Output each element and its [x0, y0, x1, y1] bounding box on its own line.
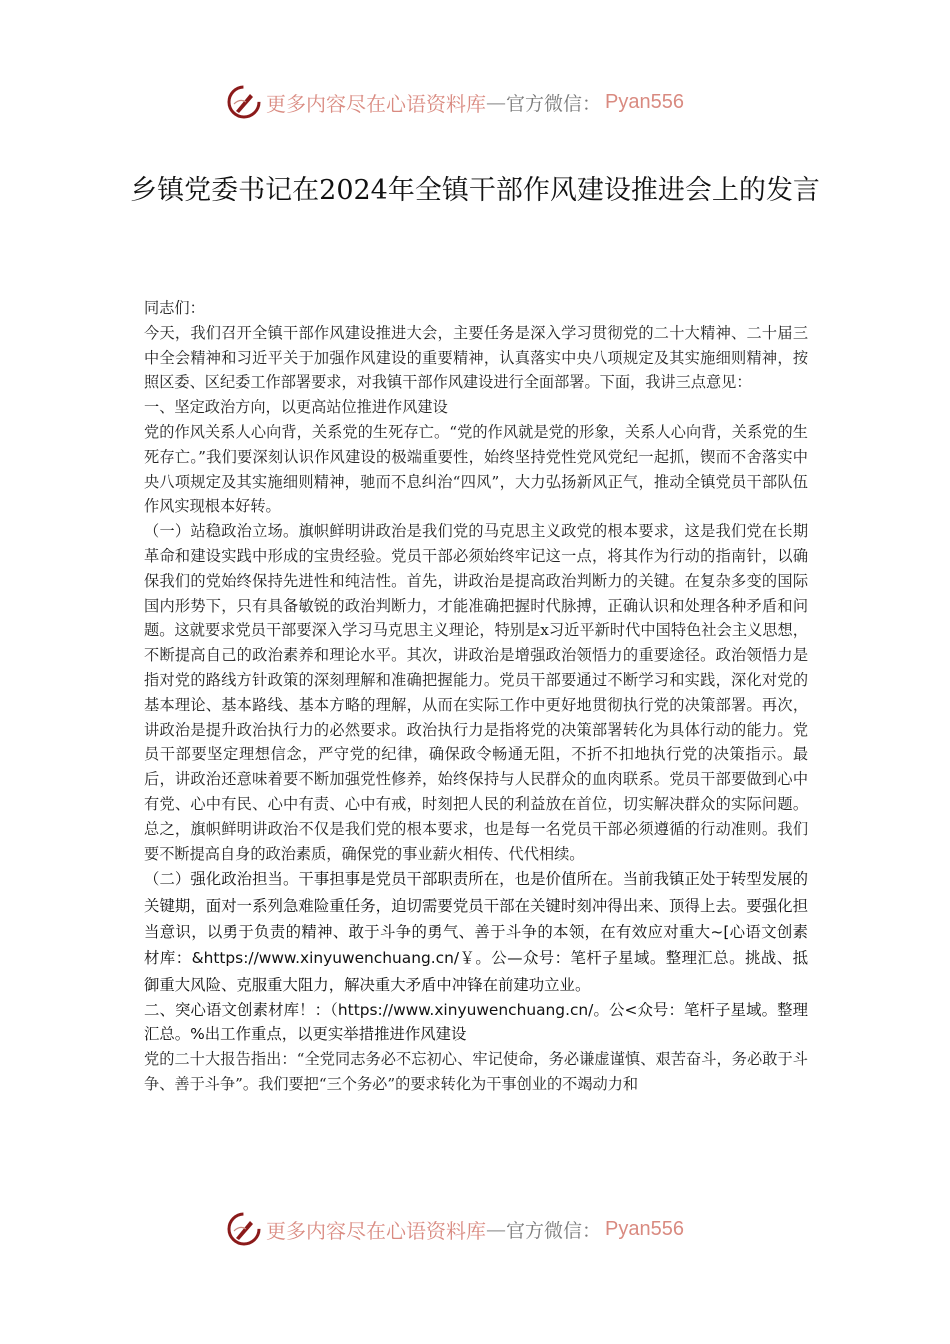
banner-wechat-id: Pyan556 — [605, 90, 684, 113]
subsection-1-paragraph: （一）站稳政治立场。旗帜鲜明讲政治是我们党的马克思主义政党的根本要求，这是我们党在长期革命和建设实践中形成的宝贵经验。党员干部必须始终牢记这一点，将其作为行动的指南针，以确保我们的党始终保持先进性和纯洁性。首先，讲政治是提高政治判断力的关键。在复杂多变的国际国内形势下，只有具备敏锐的政治判断力，才能准确把握时代脉搏，正确认识和处理各种矛盾和问题。这就要求党员干部要深入学习马克思主义理论，特别是x习近平新时代中国特色社会主义思想，不断提高自己的政治素养和理论水平。其次，讲政治是增强政治领悟力的重要途径。政治领悟力是指对党的路线方针政策的深刻理解和准确把握能力。党员干部要通过不断学习和实践，深化对党的基本理论、基本路线、基本方略的理解，从而在实际工作中更好地贯彻执行党的决策部署。再次，讲政治是提升政治执行力的必然要求。政治执行力是指将党的决策部署转化为具体行动的能力。党员干部要坚定理想信念，严守党的纪律，确保政令畅通无阻，不折不扣地执行党的决策指示。最后，讲政治还意味着要不断加强党性修养，始终保持与人民群众的血肉联系。党员干部要做到心中有党、心中有民、心中有责、心中有戒，时刻把人民的利益放在首位，切实解决群众的实际问题。总之，旗帜鲜明讲政治不仅是我们党的根本要求，也是每一名党员干部必须遵循的行动准则。我们要不断提高自身的政治素质，确保党的事业薪火相传、代代相续。 — [144, 522, 808, 863]
quill-pen-logo-icon — [226, 1211, 262, 1247]
intro-paragraph: 今天，我们召开全镇干部作风建设推进大会，主要任务是深入学习贯彻党的二十大精神、二十届三中全会精神和习近平关于加强作风建设的重要精神，认真落实中央八项规定及其实施细则精神，按照区委、区纪委工作部署要求，对我镇干部作风建设进行全面部署。下面，我讲三点意见： — [144, 323, 808, 392]
section-1-paragraph: 党的作风关系人心向背，关系党的生死存亡。“党的作风就是党的形象，关系人心向背，关系党的生死存亡。”我们要深刻认识作风建设的极端重要性，始终坚持党性党风党纪一起抓，锲而不舍落实中央八项规定及其实施细则精神，驰而不息纠治“四风”，大力弘扬新风正气，推动全镇党员干部队伍作风实现根本好转。 — [144, 422, 808, 516]
banner-text: 更多内容尽在心语资料库 — [266, 1218, 486, 1243]
banner-wechat-id: Pyan556 — [605, 1217, 684, 1240]
quill-pen-logo-icon — [226, 84, 262, 120]
footer-banner — [226, 1209, 726, 1249]
banner-text: 更多内容尽在心语资料库 — [266, 91, 486, 116]
section-1-heading: 一、坚定政治方向，以更高站位推进作风建设 — [144, 398, 448, 417]
section-2-paragraph: 党的二十大报告指出：“全党同志务必不忘初心、牢记使命，务必谦虚谨慎、艰苦奋斗，务必敢于斗争、善于斗争”。我们要把“三个务必”的要求转化为干事创业的不竭动力和 — [144, 1049, 808, 1093]
section-2-heading: 二、突心语文创素材库！：（https://www.xinyuwenchuang.cn/。公<众号：笔杆子星域。整理汇总。%出工作重点，以更实举措推进作风建设 — [144, 1000, 808, 1044]
banner-wechat-label: 官方微信： — [506, 1219, 602, 1242]
banner-dash: — — [486, 90, 506, 114]
banner-wechat-label: 官方微信： — [506, 92, 602, 115]
document-title: 乡镇党委书记在2024年全镇干部作风建设推进会上的发言 — [130, 175, 820, 207]
subsection-2-paragraph: （二）强化政治担当。干事担事是党员干部职责所在，也是价值所在。当前我镇正处于转型发展的关键期，面对一系列急难险重任务，迫切需要党员干部在关键时刻冲得出来、顶得上去。要强化担当意识，以勇于负责的精神、敢于斗争的勇气、善于斗争的本领，在有效应对重大~[心语文创素材库：&https://www.xinyuwenchuang.cn/￥。公—众号：笔杆子星域。整理汇总。挑战、抵御重大风险、克服重大阻力，解决重大矛盾中冲锋在前建功立业。 — [144, 870, 808, 994]
greeting: 同志们： — [144, 299, 205, 317]
banner-dash: — — [486, 1217, 506, 1241]
document-body — [144, 296, 808, 1096]
header-banner — [226, 82, 726, 122]
